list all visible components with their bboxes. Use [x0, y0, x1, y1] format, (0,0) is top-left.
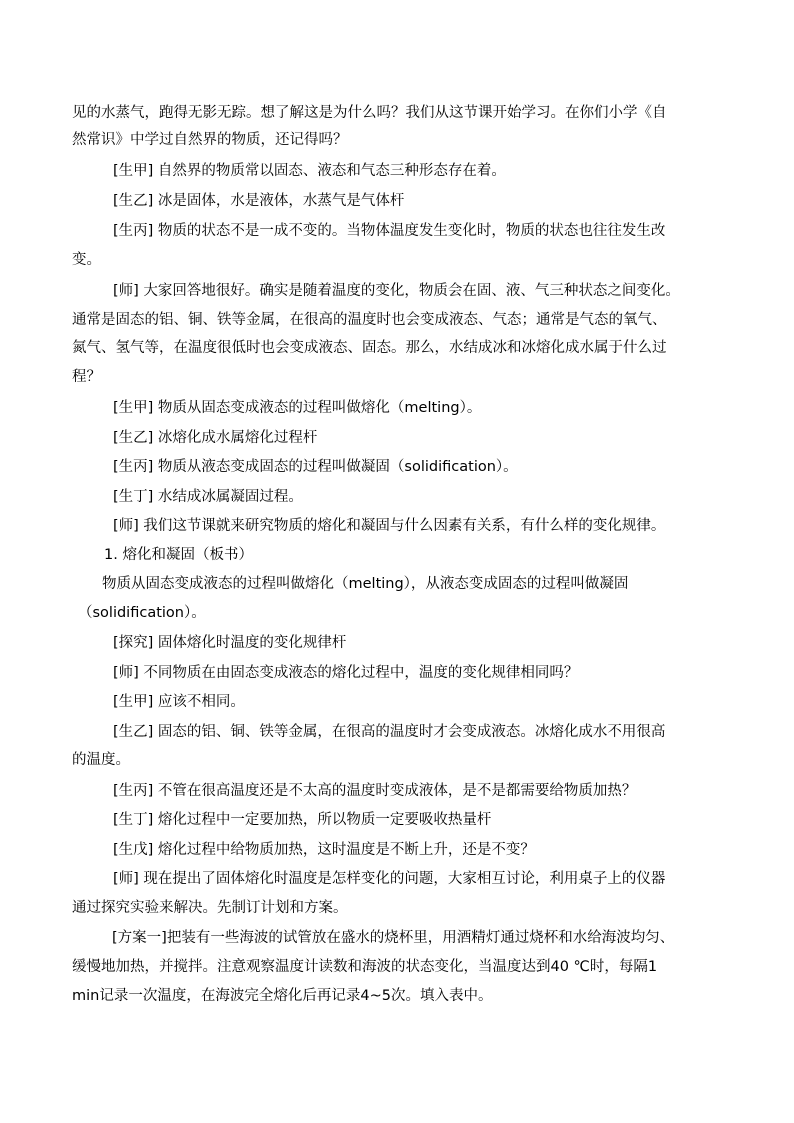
text-line: 然常识》中学过自然界的物质，还记得吗？: [72, 132, 348, 148]
dialogue-line: [生乙] 冰是固体，水是液体，水蒸气是气体杆: [113, 193, 405, 209]
section-heading: 1. 熔化和凝固（板书）: [104, 547, 253, 563]
dialogue-line: [生甲] 自然界的物质常以固态、液态和气态三种形态存在着。: [113, 163, 506, 179]
plan-line: [方案一]把装有一些海波的试管放在盛水的烧杯里，用酒精灯通过烧杯和水给海波均匀、: [112, 930, 675, 946]
dialogue-line: [生丁] 熔化过程中一定要加热，所以物质一定要吸收热量杆: [113, 812, 492, 828]
definition-line: （solidification）。: [78, 605, 206, 621]
text-line: 缓慢地加热，并搅拌。注意观察温度计读数和海波的状态变化，当温度达到40 ℃时，每隔1: [72, 959, 658, 975]
text-line: min记录一次温度，在海波完全熔化后再记录4~5次。填入表中。: [72, 988, 493, 1004]
text-line: 通常是固态的铝、铜、铁等金属，在很高的温度时也会变成液态、气态；通常是气态的氧气、: [72, 312, 667, 328]
dialogue-line: [师] 大家回答地很好。确实是随着温度的变化，物质会在固、液、气三种状态之间变化。: [113, 283, 680, 299]
dialogue-line: [师] 现在提出了固体熔化时温度是怎样变化的问题，大家相互讨论，利用桌子上的仪器: [113, 871, 666, 887]
text-line: 见的水蒸气，跑得无影无踪。想了解这是为什么吗？我们从这节课开始学习。在你们小学《自: [72, 105, 667, 121]
dialogue-line: [生乙] 冰熔化成水属熔化过程杆: [113, 430, 318, 446]
definition-line: 物质从固态变成液态的过程叫做熔化（melting），从液态变成固态的过程叫做凝固: [102, 576, 629, 592]
text-line: 的温度。: [72, 752, 130, 768]
dialogue-line: [师] 我们这节课就来研究物质的熔化和凝固与什么因素有关系，有什么样的变化规律。: [113, 518, 666, 534]
dialogue-line: [师] 不同物质在由固态变成液态的熔化过程中，温度的变化规律相同吗？: [113, 665, 579, 681]
dialogue-line: [生甲] 物质从固态变成液态的过程叫做熔化（melting）。: [113, 400, 482, 416]
dialogue-line: [生乙] 固态的铝、铜、铁等金属，在很高的温度时才会变成液态。冰熔化成水不用很高: [113, 724, 666, 740]
dialogue-line: [生丙] 不管在很高温度还是不太高的温度时变成液体，是不是都需要给物质加热？: [113, 783, 637, 799]
dialogue-line: [生丙] 物质从液态变成固态的过程叫做凝固（solidification）。: [113, 459, 518, 475]
dialogue-line: [生甲] 应该不相同。: [113, 694, 245, 710]
text-line: 变。: [72, 252, 101, 268]
dialogue-line: [生丙] 物质的状态不是一成不变的。当物体温度发生变化时，物质的状态也往往发生改: [113, 223, 666, 239]
text-line: 氮气、氢气等，在温度很低时也会变成液态、固态。那么，水结成冰和冰熔化成水属于什么过: [72, 340, 667, 356]
dialogue-line: [生戊] 熔化过程中给物质加热，这时温度是不断上升，还是不变？: [113, 842, 535, 858]
dialogue-line: [探究] 固体熔化时温度的变化规律杆: [113, 635, 347, 651]
text-line: 通过探究实验来解决。先制订计划和方案。: [72, 900, 348, 916]
dialogue-line: [生丁] 水结成冰属凝固过程。: [113, 489, 303, 505]
text-line: 程？: [72, 369, 101, 385]
